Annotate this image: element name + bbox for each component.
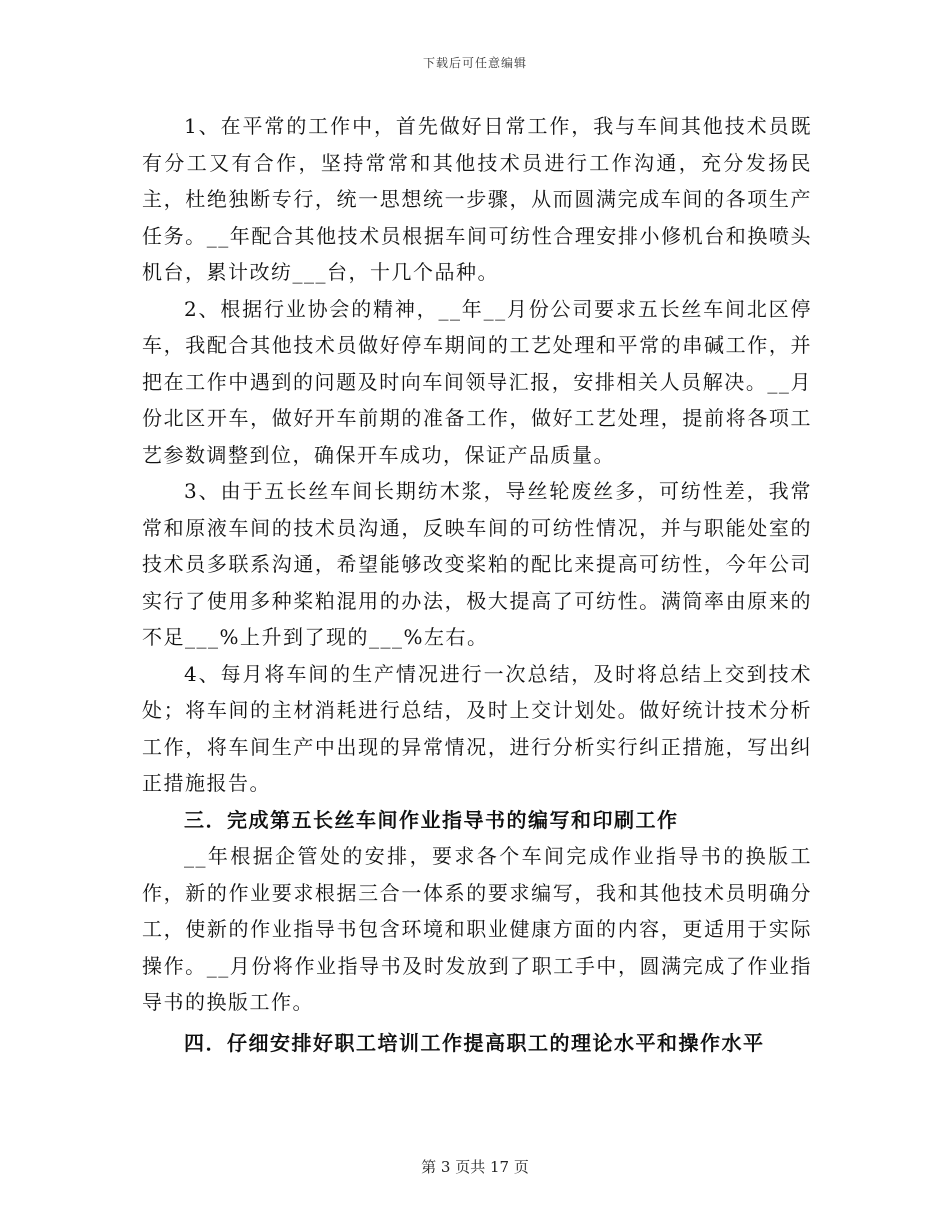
section-3-heading: 三．完成第五长丝车间作业指导书的编写和印刷工作 [184,807,679,832]
page-header: 下载后可任意编辑 [422,56,527,70]
paragraph-3: 3、由于五长丝车间长期纺木浆，导丝轮废丝多，可纺性差，我常常和原液车间的技术员沟通，反映车间的可纺性情况，并与职能处室的技术员多联系沟通，希望能够改变桨粕的配比来提高可纺性，今年公司实行了使用多种桨粕混用的办法，极大提高了可纺性。满筒率由原来的不足___%上升到了现的___%左右。 [142,479,812,649]
section-4-heading: 四．仔细安排好职工培训工作提高职工的理论水平和操作水平 [184,1030,765,1055]
paragraph-2: 2、根据行业协会的精神，__年__月份公司要求五长丝车间北区停车，我配合其他技术员做好停车期间的工艺处理和平常的串碱工作，并把在工作中遇到的问题及时向车间领导汇报，安排相关人员解决。__月份北区开车，做好开车前期的准备工作，做好工艺处理，提前将各项工艺参数调整到位，确保开车成功，保证产品质量。 [142,296,812,467]
paragraph-4: 4、每月将车间的生产情况进行一次总结，及时将总结上交到技术处；将车间的主材消耗进行总结，及时上交计划处。做好统计技术分析工作，将车间生产中出现的异常情况，进行分析实行纠正措施，写出纠正措施报告。 [142,661,812,795]
paragraph-1: 1、在平常的工作中，首先做好日常工作，我与车间其他技术员既有分工又有合作，坚持常常和其他技术员进行工作沟通，充分发扬民主，杜绝独断专行，统一思想统一步骤，从而圆满完成车间的各项生产任务。__年配合其他技术员根据车间可纺性合理安排小修机台和换喷头机台，累计改纺___台，十几个品种。 [142,114,812,284]
section-3-body: __年根据企管处的安排，要求各个车间完成作业指导书的换版工作，新的作业要求根据三合一体系的要求编写，我和其他技术员明确分工，使新的作业指导书包含环境和职业健康方面的内容，更适用于实际操作。__月份将作业指导书及时发放到了职工手中，圆满完成了作业指导书的换版工作。 [142,844,812,1014]
document-body [142,108,812,1061]
page-footer: 第 3 页共 17 页 [421,1158,529,1176]
